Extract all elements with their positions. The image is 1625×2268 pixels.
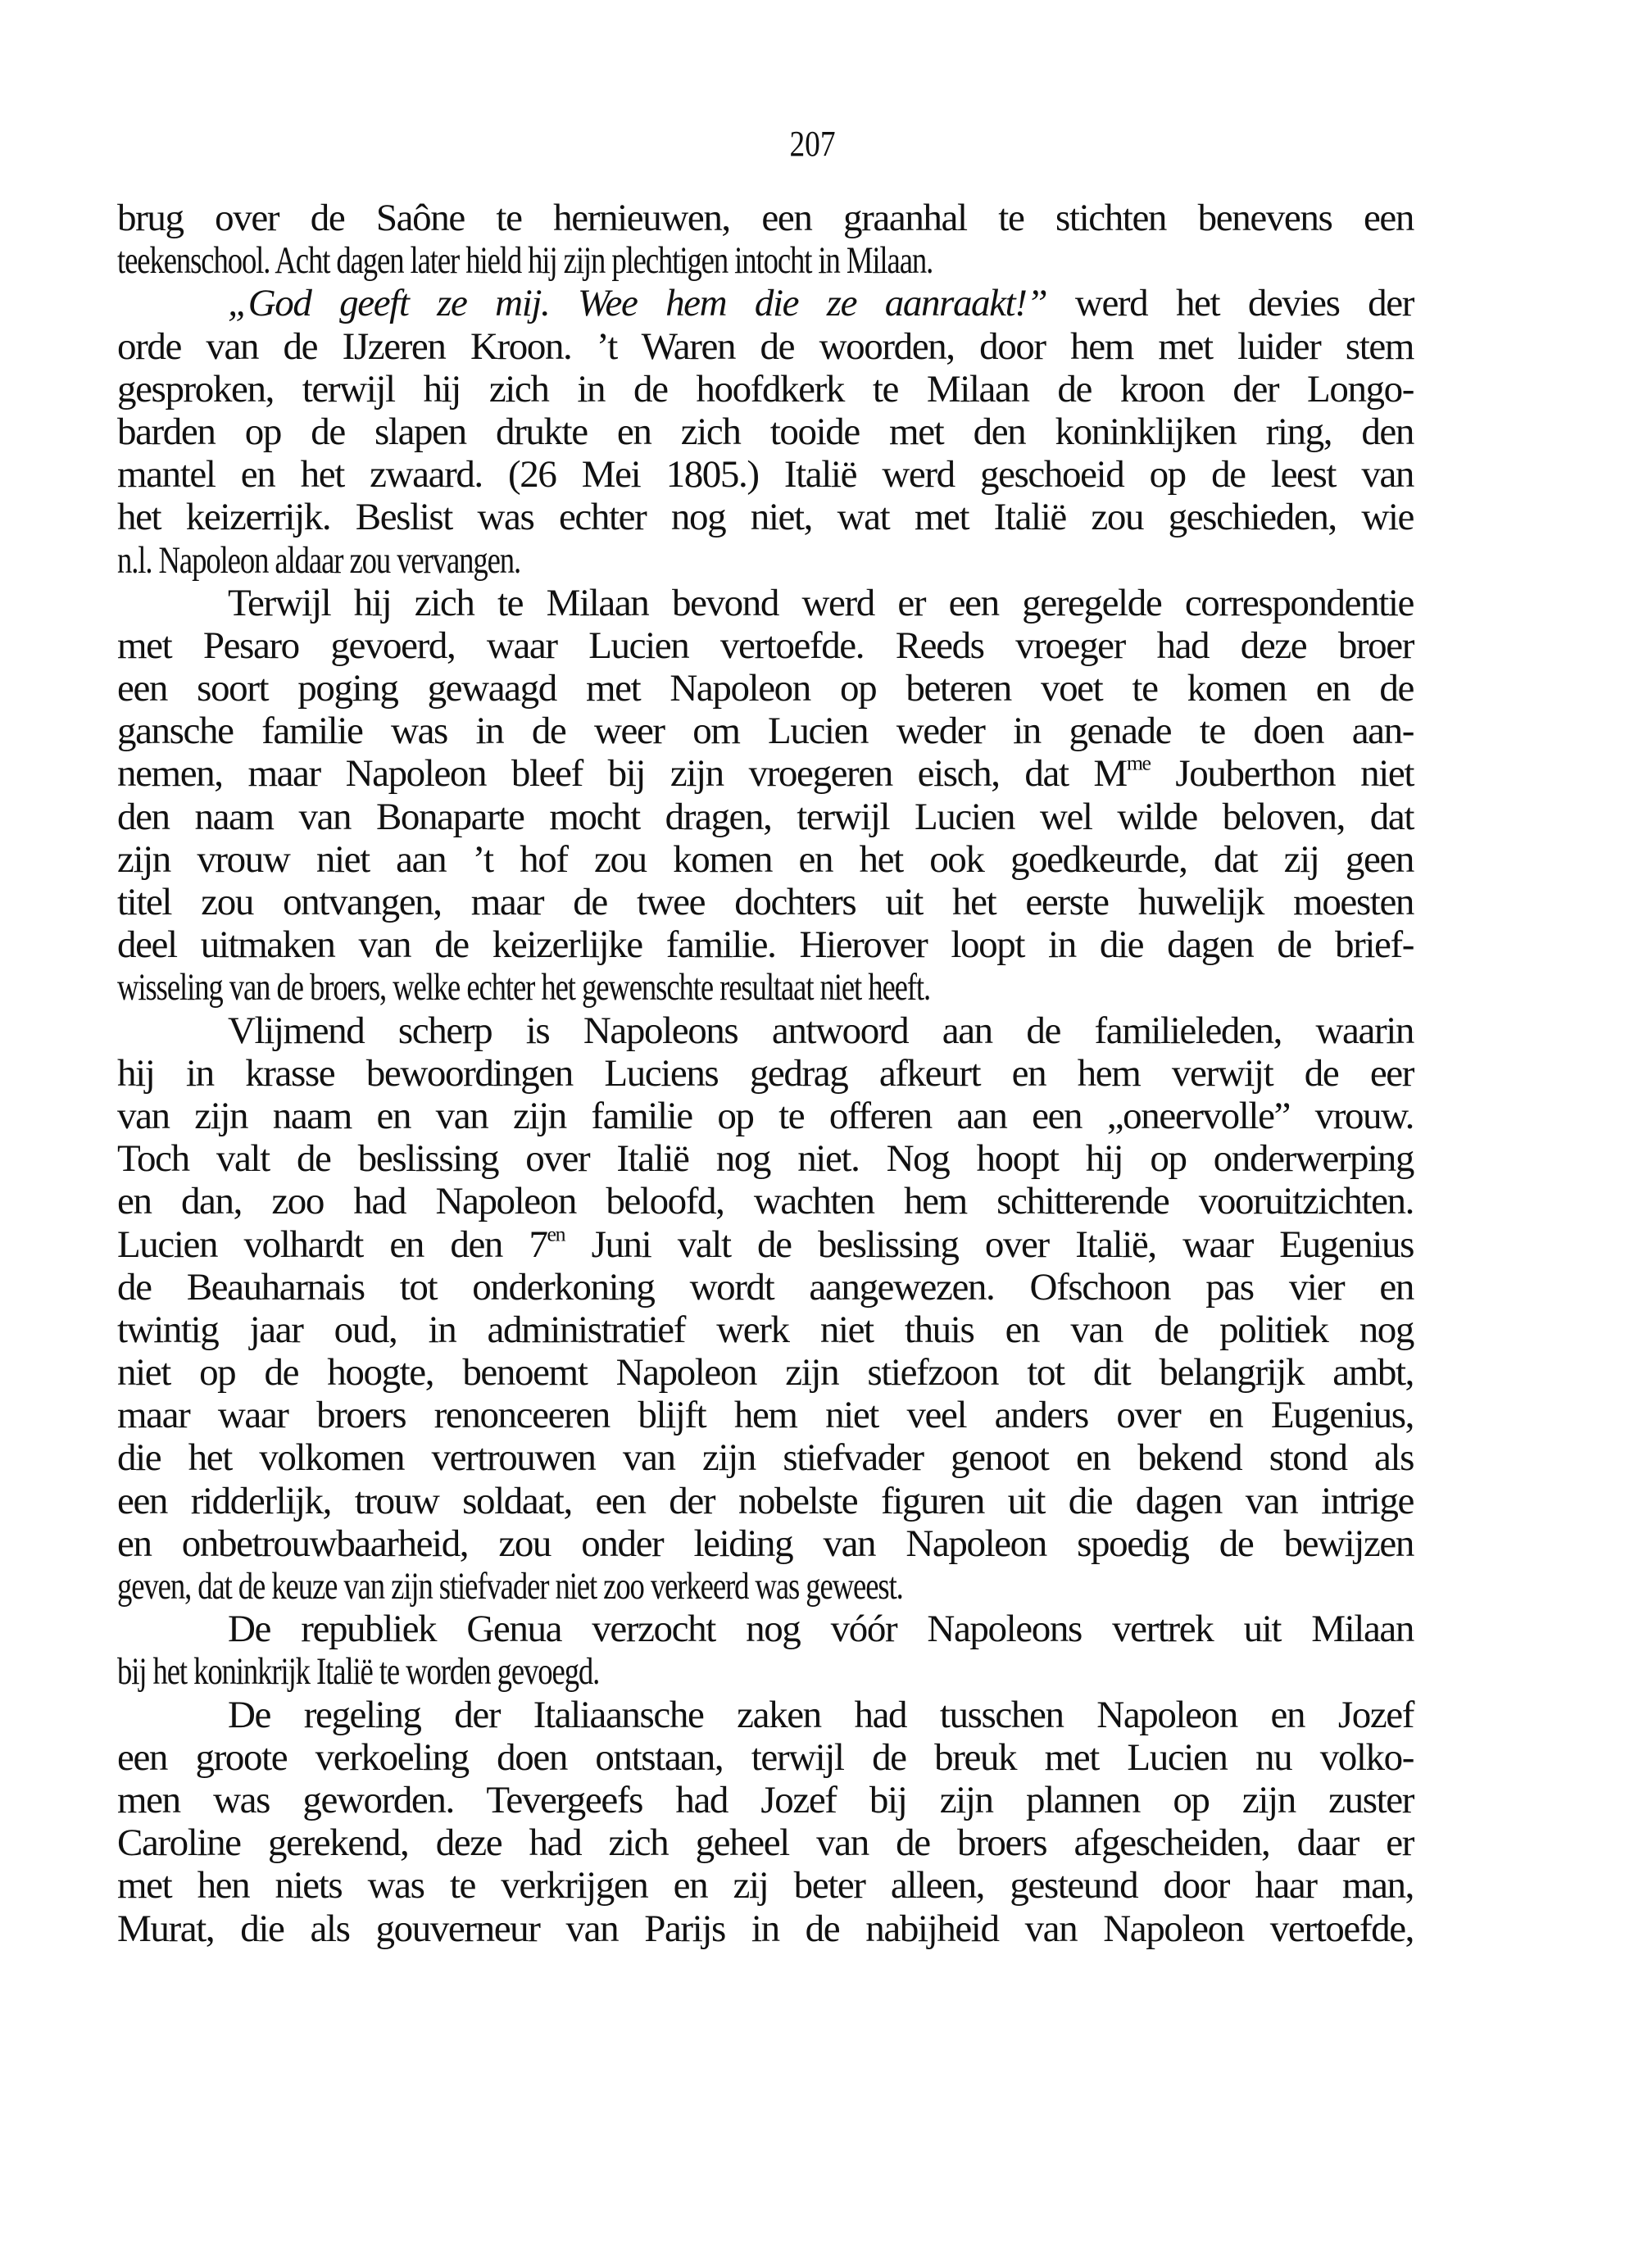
text-line: titel zou ontvangen, maar de twee dochters uit het eerste huwelijk moesten: [117, 881, 1414, 923]
superscript: me: [1126, 751, 1151, 776]
text-line: met Pesaro gevoerd, waar Lucien vertoefde. Reeds vroeger had deze broer: [117, 624, 1414, 667]
text-line: barden op de slapen drukte en zich tooide met den koninklijken ring, den: [117, 410, 1414, 453]
text-line: mantel en het zwaard. (26 Mei 1805.) Italië werd geschoeid op de leest van: [117, 453, 1414, 497]
text-line: en onbetrouwbaarheid, zou onder leiding van Napoleon spoedig de bewijzen: [117, 1522, 1414, 1565]
text-line: hij in krasse bewoordingen Luciens gedrag afkeurt en hem verwijt de eer: [117, 1051, 1414, 1095]
text-line: van zijn naam en van zijn familie op te offeren aan een „oneervolle” vrouw.: [117, 1094, 1414, 1137]
text-line: de Beauharnais tot onderkoning wordt aangewezen. Ofschoon pas vier en: [117, 1265, 1414, 1309]
text-line: Lucien volhardt en den $7^{en}$ Juni valt de beslissing over Italië, waar Eugenius: [117, 1222, 1414, 1266]
text-line: Murat, die als gouverneur van Parijs in de nabijheid van Napoleon vertoefde,: [117, 1907, 1414, 1950]
text-line: gesproken, terwijl hij zich in de hoofdkerk te Milaan de kroon der Longo-: [117, 367, 1414, 411]
text-line: zijn vrouw niet aan ’t hof zou komen en het ook goedkeurde, dat zij geen: [117, 837, 1414, 881]
text-line: Terwijl hij zich te Milaan bevond werd er een geregelde correspondentie: [228, 581, 1414, 624]
text-line: wisseling van de broers, welke echter het gewenschte resultaat niet heeft.: [117, 966, 931, 1009]
text-line: De regeling der Italiaansche zaken had tusschen Napoleon en Jozef: [228, 1693, 1414, 1736]
text-line: een soort poging gewaagd met Napoleon op beteren voet te komen en de: [117, 667, 1414, 710]
text-line: brug over de Saône te hernieuwen, een graanhal te stichten benevens een: [117, 197, 1414, 239]
text-line: men was geworden. Tevergeefs had Jozef bij zijn plannen op zijn zuster: [117, 1778, 1414, 1821]
superscript: en: [547, 1222, 565, 1246]
text-line: orde van de IJzeren Kroon. ’t Waren de woorden, door hem met luider stem: [117, 324, 1414, 368]
text-line: n.l. Napoleon aldaar zou vervangen.: [117, 538, 521, 582]
text-line: Toch valt de beslissing over Italië nog niet. Nog hoopt hij op onderwerping: [117, 1137, 1414, 1181]
text-line: en dan, zoo had Napoleon beloofd, wachten hem schitterende vooruitzichten.: [117, 1180, 1414, 1223]
body-text: [117, 197, 1414, 1950]
text-line: het keizerrijk. Beslist was echter nog niet, wat met Italië zou geschieden, wie: [117, 496, 1414, 539]
text-line: gansche familie was in de weer om Lucien weder in genade te doen aan-: [117, 710, 1414, 753]
text-line: Vlijmend scherp is Napoleons antwoord aan de familieleden, waarin: [228, 1009, 1414, 1052]
text-line: nemen, maar Napoleon bleef bij zijn vroegeren eisch, dat $M^{me}$ Jouberthon niet: [117, 751, 1414, 796]
text-line: bij het koninkrijk Italië te worden gevoegd.: [117, 1650, 600, 1694]
text-line: teekenschool. Acht dagen later hield hij zijn plechtigen intocht in Milaan.: [117, 239, 933, 283]
text-line: maar waar broers renonceeren blijft hem niet veel anders over en Eugenius,: [117, 1394, 1414, 1437]
text-line: met hen niets was te verkrijgen en zij beter alleen, gesteund door haar man,: [117, 1864, 1414, 1907]
text-line: deel uitmaken van de keizerlijke familie. Hierover loopt in die dagen de brief-: [117, 923, 1414, 967]
text-line: Caroline gerekend, deze had zich geheel van de broers afgescheiden, daar er: [117, 1821, 1414, 1865]
text-line: De republiek Genua verzocht nog vóór Napoleons vertrek uit Milaan: [228, 1608, 1414, 1651]
page-number: 207: [789, 124, 836, 164]
text-line: een ridderlijk, trouw soldaat, een der nobelste figuren uit die dagen van intrige: [117, 1479, 1414, 1522]
text-line: den naam van Bonaparte mocht dragen, terwijl Lucien wel wilde beloven, dat: [117, 795, 1414, 838]
text-line: niet op de hoogte, benoemt Napoleon zijn stiefzoon tot dit belangrijk ambt,: [117, 1351, 1414, 1395]
text-line: twintig jaar oud, in administratief werk niet thuis en van de politiek nog: [117, 1308, 1414, 1351]
text-line: een groote verkoeling doen ontstaan, terwijl de breuk met Lucien nu volko-: [117, 1735, 1414, 1779]
motto-quote: „God geeft ze mij. Wee hem die ze aanraakt!”: [228, 282, 1047, 325]
text-line-motto: „God geeft ze mij. Wee hem die ze aanraakt!” werd het devies der: [228, 282, 1414, 325]
text-line: die het volkomen vertrouwen van zijn stiefvader genoot en bekend stond als: [117, 1436, 1414, 1480]
text-line: geven, dat de keuze van zijn stiefvader niet zoo verkeerd was geweest.: [117, 1565, 903, 1608]
